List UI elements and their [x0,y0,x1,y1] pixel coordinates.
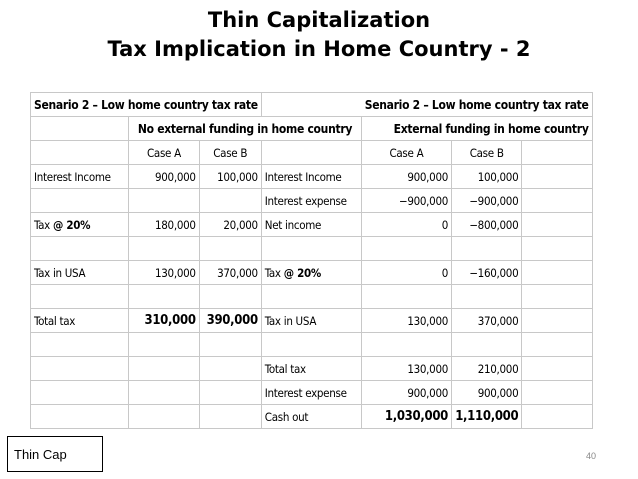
left-scenario-title: Senario 2 – Low home country tax rate [31,93,262,117]
right-total-tax-a: 130,000 [361,357,451,381]
right-tax-label: Tax [264,265,281,280]
left-tax-usa-label: Tax in USA [31,261,129,285]
right-cash-out-b: 1,110,000 [452,405,522,429]
right-interest-expense2-b: 900,000 [452,381,522,405]
right-tax-usa-label: Tax in USA [261,309,361,333]
left-subheading: No external funding in home country [129,117,362,141]
right-interest-income-b: 100,000 [452,165,522,189]
right-net-income-a: 0 [361,213,451,237]
right-tax-cell [261,261,361,285]
table-row [31,189,593,213]
right-tax-a: 0 [361,261,451,285]
page-number: 40 [586,451,597,461]
table-row [31,93,593,117]
left-tax-usa-b: 370,000 [199,261,261,285]
table-row [31,333,593,357]
right-total-tax-label: Total tax [261,357,361,381]
right-cash-out-label: Cash out [261,405,361,429]
right-total-tax-b: 210,000 [452,357,522,381]
table-row [31,141,593,165]
right-tax-rate: @ 20% [283,265,321,280]
left-total-tax-a: 310,000 [129,309,199,333]
left-total-tax-b: 390,000 [199,309,261,333]
title-line-2: Tax Implication in Home Country - 2 [107,37,531,61]
right-interest-income-label: Interest Income [261,165,361,189]
right-subheading: External funding in home country [361,117,592,141]
title-line-1: Thin Capitalization [207,8,431,32]
right-net-income-b: −800,000 [452,213,522,237]
left-total-tax-label: Total tax [31,309,129,333]
table-row [31,237,593,261]
table-row [31,381,593,405]
right-interest-expense-b: −900,000 [452,189,522,213]
left-tax-b: 20,000 [199,213,261,237]
left-interest-income-label: Interest Income [31,165,129,189]
right-tax-usa-b: 370,000 [452,309,522,333]
right-interest-expense-label: Interest expense [261,189,361,213]
right-interest-expense2-label: Interest expense [261,381,361,405]
right-interest-income-a: 900,000 [361,165,451,189]
left-interest-income-a: 900,000 [129,165,199,189]
right-scenario-title: Senario 2 – Low home country tax rate [361,93,592,117]
table-row [31,309,593,333]
right-net-income-label: Net income [261,213,361,237]
table-row [31,405,593,429]
right-cash-out-a: 1,030,000 [361,405,451,429]
left-tax-rate: @ 20% [52,217,91,232]
slide-title [0,6,638,64]
left-case-a-header: Case A [129,141,199,165]
right-case-a-header: Case A [361,141,451,165]
table-row [31,165,593,189]
table-row [31,285,593,309]
right-case-b-header: Case B [452,141,522,165]
left-tax-label: Tax [34,217,50,232]
left-tax-usa-a: 130,000 [129,261,199,285]
left-tax-cell [31,213,129,237]
table-row [31,357,593,381]
table-row [31,117,593,141]
right-interest-expense-a: −900,000 [361,189,451,213]
right-tax-b: −160,000 [452,261,522,285]
left-interest-income-b: 100,000 [199,165,261,189]
table-row [31,213,593,237]
tax-table [30,92,593,429]
table-row [31,261,593,285]
section-tag: Thin Cap [7,436,103,472]
right-interest-expense2-a: 900,000 [361,381,451,405]
right-tax-usa-a: 130,000 [361,309,451,333]
left-tax-a: 180,000 [129,213,199,237]
left-case-b-header: Case B [199,141,261,165]
